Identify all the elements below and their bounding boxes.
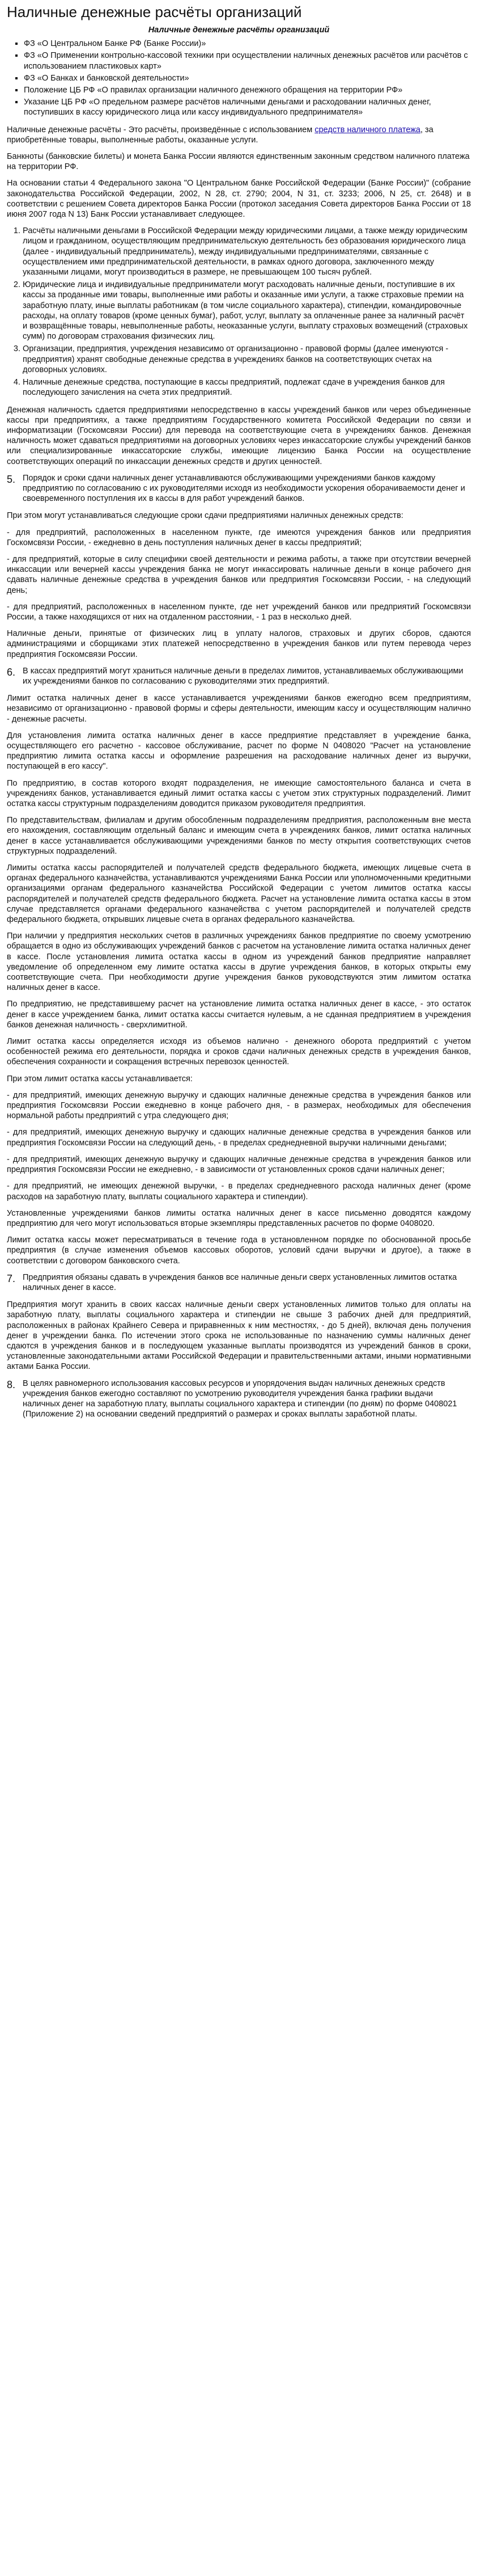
rule-item-1: 1. Расчёты наличными деньгами в Российской Федерации между юридическими лицами, а также между юридическим лицом и гражданином, осуществляющим предпринимательскую деятельность без образования юридического лица (далее - индивидуальный предприниматель), между индивидуальными предпринимателями, связанные с осуществлением ими предпринимательской деятельности, в рамках одного договора, заключенного между указанными лицами, могут производиться в размере, не превышающем 100 тысяч рублей. — [23, 226, 471, 277]
rule-item-2: 2. Юридические лица и индивидуальные предприниматели могут расходовать наличные деньги, поступившие в их кассы за проданные ими товары, выполненные ими работы и оказанные ими услуги, а также страховые премии на заработную плату, иные выплаты работникам (в том числе социального характера), стипендии, командировочные расходы, на оплату товаров (кроме ценных бумаг), работ, услуг, выплату за оплаченные ранее за наличный расчёт и возвращённые товары, невыполненные работы, неоказанные услуги, выплату страховых возмещений (страховых сумм) по договорам страхования физических лиц. — [23, 280, 471, 342]
body-paragraph: Лимит остатка кассы может пересматриваться в течение года в установленном порядке по обоснованной просьбе предприятия (в случае изменения объемов кассовых оборотов, условий сдачи выручки и другое), а также в соответствии с договором банковского счета. — [7, 1236, 471, 1266]
body-paragraph: По предприятию, в состав которого входят подразделения, не имеющие самостоятельного баланса и счета в учреждениях банков, устанавливается единый лимит остатка кассы с учетом этих структурных подразделений. Лимит остатка кассы структурным подразделениям доводится приказом руководителя предприятия. — [7, 778, 471, 808]
body-paragraph: Лимиты остатка кассы распорядителей и получателей средств федерального бюджета, имеющих лицевые счета в органах федерального казначейства, устанавливаются учреждениями Банка России или уполномоченными кредитными организациями органам федерального казначейства Российской Федерации с учетом лимитов остатка кассы распорядителей и получателей средств федерального бюджета. Расчет на установление лимита остатка кассы в этом случае представляется органами федерального казначейства с учетом распорядителей и получателей средств федерального бюджета, открывших лицевые счета в органах федерального казначейства. — [7, 863, 471, 925]
rule-number: 6. — [7, 666, 16, 678]
deadline-item: - для предприятий, которые в силу специфики своей деятельности и режима работы, а также при отсутствии вечерней инкассации или вечерней кассы учреждения банка не могут инкассировать наличные деньги в конце рабочего дня сдавать наличные денежные средства в учреждения банков или предприятия Госкомсвязи России, - на следующий день; — [7, 554, 471, 595]
body-paragraph: При этом лимит остатка кассы устанавливается: — [7, 1074, 193, 1083]
body-paragraph: Предприятия могут хранить в своих кассах наличные деньги сверх установленных лимитов только для оплаты на заработную плату, выплаты социального характера и стипендии не свыше 3 рабочих дней для предприятий, расположенных в районах Крайнего Севера и приравненных к ним местностях, - до 5 дней), включая день получения денег в учреждении банка. По истечении этого срока не использованные по назначению суммы наличных денег сдаются в учреждения банков и в последующем указанные выплаты производятся из учреждений банков в сроки, установленные законодательными актами Российской Федерации и правительственными актами, иными нормативными актами Банка России. — [7, 1300, 471, 1372]
rule-item-6 — [7, 666, 471, 686]
rule-text: Предприятия обязаны сдавать в учреждения банков все наличные деньги сверх установленных лимитов остатка наличных денег в кассе. — [23, 1272, 457, 1292]
law-item: ▪ ФЗ «О Применении контрольно-кассовой техники при осуществлении наличных денежных расчётов или расчётов с использованием пластиковых карт» — [24, 50, 471, 71]
definition-text-end: , за приобретённые товары, выполненные работы, оказанные услуги. — [7, 125, 434, 145]
rule-item-7 — [7, 1272, 471, 1293]
rule-text: В целях равномерного использования кассовых ресурсов и упорядочения выдач наличных денежных средств учреждения банков ежегодно составляют по усмотрению руководителя учреждения банка графики выдачи наличных денег на заработную плату, выплаты социального характера и стипендии (по дням) по форме 0408021 (Приложение 2) на основании сведений предприятий о размерах и сроках выплаты заработной платы. — [23, 1378, 457, 1419]
section-subtitle: Наличные денежные расчёты организаций — [148, 26, 330, 35]
law-item: ▪ ФЗ «О Центральном Банке РФ (Банке России)» — [24, 39, 471, 49]
body-paragraph: При этом могут устанавливаться следующие сроки сдачи предприятиями наличных денежных средств: — [7, 511, 403, 521]
rule-item-5 — [7, 473, 471, 504]
body-paragraph: Наличные деньги, принятые от физических лиц в уплату налогов, страховых и других сборов, сдаются администрациями и сборщиками этих платежей непосредственно в учреждения банков или путем перевода через предприятия Госкомсвязи России. — [7, 629, 471, 659]
rule-item-8 — [7, 1378, 471, 1420]
banknotes-paragraph: Банкноты (банковские билеты) и монета Банка России являются единственным законным средством наличного платежа на территории РФ. — [7, 152, 470, 172]
deadline-item: - для предприятий, расположенных в населенном пункте, где нет учреждений банков или предприятий Госкомсвязи России, а также находящихся от них на отдаленном расстоянии, - 1 раз в несколько дней. — [7, 602, 471, 622]
cash-payment-means-link[interactable]: средств наличного платежа — [315, 125, 420, 134]
laws-list — [7, 39, 471, 117]
body-paragraph: При наличии у предприятия нескольких счетов в различных учреждениях банков предприятие по своему усмотрению обращается в одно из обслуживающих учреждений банков с расчетом на установление лимита остатка наличных денег в кассе. После установления лимита остатка кассы в одном из учреждений банков предприятие направляет уведомление об определенном ему лимите остатка кассы в другие учреждения банков, в которых открыты ему соответствующие счета. При необходимости другие учреждения банков руководствуются этим лимитом остатка наличных денег в кассе. — [7, 931, 471, 993]
body-paragraph: Для установления лимита остатка наличных денег в кассе предприятие представляет в учреждение банка, осуществляющего его расчетно - кассовое обслуживание, расчет по форме N 0408020 "Расчет на установление предприятию лимита остатка кассы и оформление разрешения на расходование наличных денег из выручки, поступающей в его кассу". — [7, 731, 471, 771]
numbered-rules-list — [7, 226, 471, 398]
definition-paragraph — [7, 125, 471, 145]
body-paragraph: По предприятию, не представившему расчет на установление лимита остатка наличных денег в кассе, - это остаток денег в кассе учреждением банка, лимит остатка кассы считается нулевым, а не сданная предприятием в учреждения банков денежная наличность - сверхлимитной. — [7, 1000, 471, 1030]
rule-number: 7. — [7, 1272, 16, 1284]
limit-item: - для предприятий, имеющих денежную выручку и сдающих наличные денежные средства в учреждения банков или предприятия Госкомсвязи России на следующий день, - в пределах среднедневной выручки наличными деньгами; — [7, 1128, 471, 1148]
rule-text: В кассах предприятий могут храниться наличные деньги в пределах лимитов, устанавливаемых обслуживающими их учреждениями банков по согласованию с руководителями этих предприятий. — [23, 666, 464, 686]
law-item: ▪ ФЗ «О Банках и банковской деятельности» — [24, 73, 471, 83]
body-paragraph: По представительствам, филиалам и другим обособленным подразделениям предприятия, расположенным вне места его нахождения, составляющим отдельный баланс и имеющим счета в учреждениях банков, лимит остатка наличных денег в кассе устанавливается обслуживающими учреждениями банков по месту открытия соответствующих счетов структурных подразделений. — [7, 816, 471, 856]
rule-text: Порядок и сроки сдачи наличных денег устанавливаются обслуживающими учреждениями банков каждому предприятию по согласованию с их руководителями исходя из необходимости ускорения оборачиваемости денег и своевременного поступления их в кассы в для работ учреждений банков. — [23, 473, 465, 504]
body-paragraph: Лимит остатка наличных денег в кассе устанавливается учреждениями банков ежегодно всем предприятиям, независимо от организационно - правовой формы и сферы деятельности, имеющим кассу и осуществляющим налично - денежные расчеты. — [7, 694, 471, 724]
body-paragraph: Лимит остатка кассы определяется исходя из объемов налично - денежного оборота предприятий с учетом особенностей режима его деятельности, порядка и сроков сдачи наличных денежных средств в учреждения банков, обеспечения сохранности и сокращения встречных перевозок ценностей. — [7, 1037, 471, 1067]
law-item: ▪ Указание ЦБ РФ «О предельном размере расчётов наличными деньгами и расходовании наличных денег, поступивших в кассу юридического лица или кассу индивидуального предпринимателя» — [24, 97, 471, 117]
limit-item: - для предприятий, имеющих денежную выручку и сдающих наличные денежные средства в учреждения банков или предприятия Госкомсвязи России не ежедневно, - в зависимости от установленных сроков сдачи наличных денег; — [7, 1154, 471, 1175]
deadline-item: - для предприятий, расположенных в населенном пункте, где имеются учреждения банков или предприятия Госкомсвязи России, - ежедневно в день поступления наличных денег в кассы предприятий; — [7, 528, 471, 547]
limit-item: - для предприятий, не имеющих денежной выручки, - в пределах среднедневного расхода наличных денег (кроме расходов на заработную плату, выплаты социального характера и стипендии). — [7, 1182, 471, 1201]
legal-basis-paragraph: На основании статьи 4 Федерального закона "О Центральном банке Российской Федерации (Банке России)" (собрание законодательства Российской Федерации, 2002, N 28, ст. 2790; 2004, N 31, ст. 3233; 2006, N 25, ст. 2648) и в соответствии с решением Совета директоров Банка России (протокол заседания Совета директоров Банка России от 18 июня 2007 года N 13) Банк России устанавливает следующее. — [7, 179, 471, 220]
rule-item-3: 3. Организации, предприятия, учреждения независимо от организационно - правовой формы (далее именуются - предприятия) хранят свободные денежные средства в учреждениях банков на соответствующих счетах на договорных условиях. — [23, 344, 471, 375]
rule-number: 8. — [7, 1378, 16, 1390]
rule-number: 5. — [7, 473, 16, 485]
rule-item-4: 4. Наличные денежные средства, поступающие в кассы предприятий, подлежат сдаче в учреждения банков для последующего зачисления на счета этих предприятий. — [23, 377, 471, 398]
body-paragraph: Установленные учреждениями банков лимиты остатка наличных денег в кассе письменно доводятся каждому предприятию для чего могут использоваться вторые экземпляры представленных расчетов по форме 0408020. — [7, 1208, 471, 1228]
law-item: ▪ Положение ЦБ РФ «О правилах организации наличного денежного обращения на территории РФ» — [24, 85, 471, 95]
definition-text-start: Наличные денежные расчёты - Это расчёты, произведённые с использованием — [7, 125, 315, 134]
page-title: Наличные денежные расчёты организаций — [7, 3, 302, 20]
limit-item: - для предприятий, имеющих денежную выручку и сдающих наличные денежные средства в учреждения банков или предприятия Госкомсвязи России ежедневно в конце рабочего дня, - в размерах, необходимых для обеспечения нормальной работы предприятий с утра следующего дня; — [7, 1090, 471, 1121]
body-paragraph: Денежная наличность сдается предприятиями непосредственно в кассы учреждений банков или через объединенные кассы при предприятиях, а также предприятиям Государственного комитета Российской Федерации по связи и информатизации (Госкомсвязи России) для перевода на соответствующие счета в учреждениях банков. Денежная наличность может сдаваться предприятиями на договорных условиях через инкассаторские службы учреждений банков или специализированные инкассаторские службы, имеющие лицензию Банка России на осуществление соответствующих операций по инкассации денежных средств и других ценностей. — [7, 405, 471, 466]
